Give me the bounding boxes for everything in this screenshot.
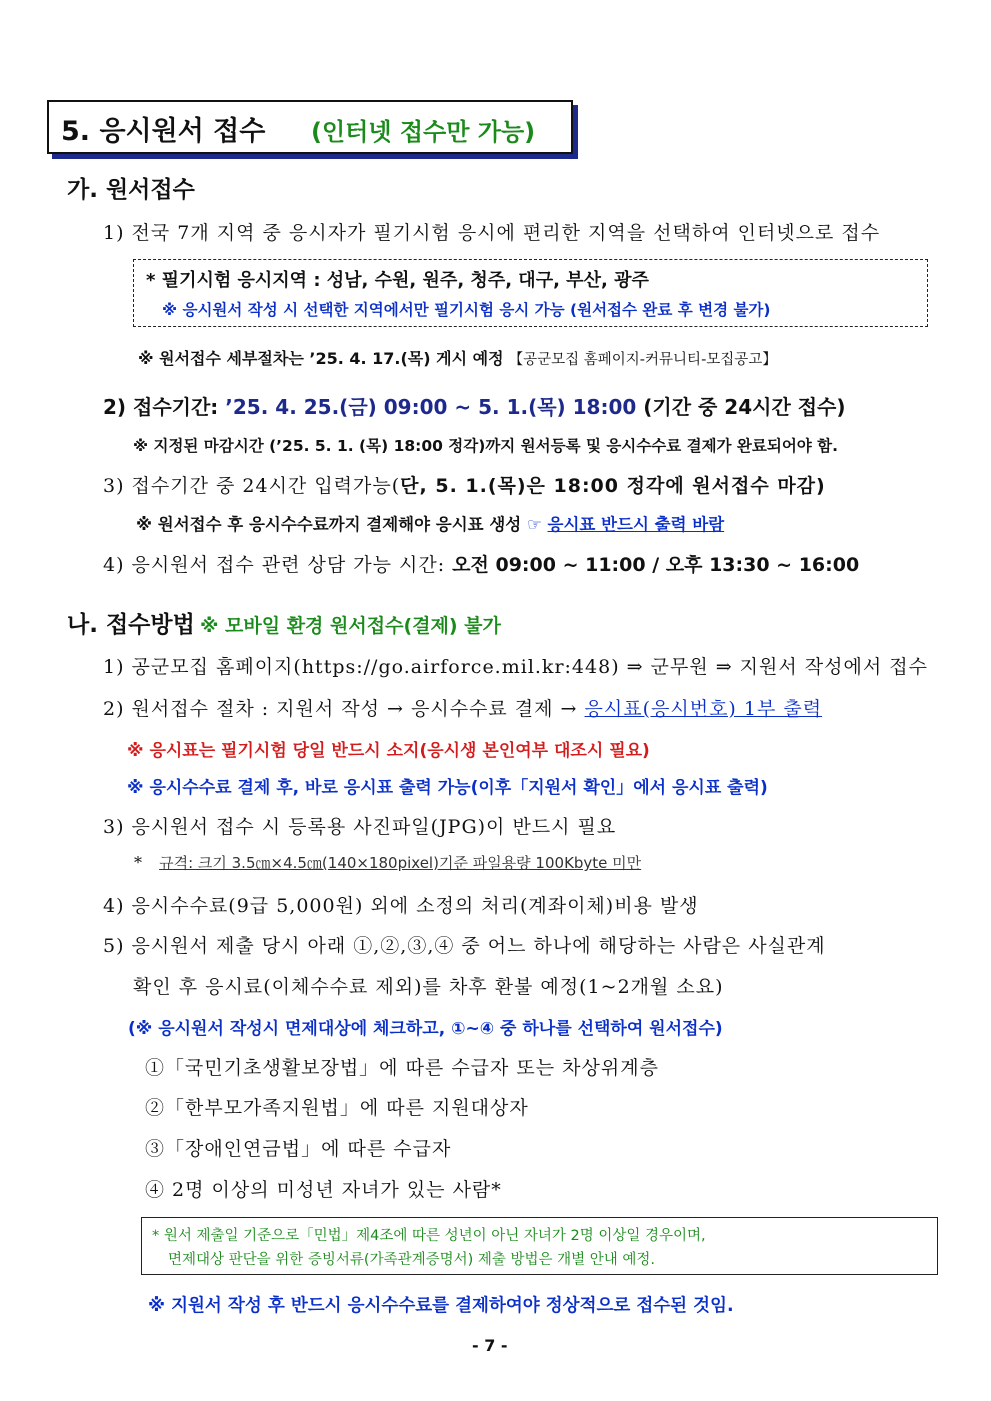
heading-na-title: 나. 접수방법: [67, 612, 195, 638]
na-item-2: [103, 694, 822, 721]
ga-item-3: [103, 471, 826, 498]
ga-detail-note: [138, 346, 777, 369]
print-admission-ticket-link[interactable]: 응시표 반드시 출력 바람: [547, 515, 725, 534]
region-info-box: [133, 259, 928, 327]
ga-item-4-bold: 오전 09:00 ~ 11:00 / 오후 13:30 ~ 16:00: [452, 554, 860, 576]
exemption-footnote-line-1: * 원서 제출일 기준으로「민법」제4조에 따른 성년이 아닌 자녀가 2명 이상일 경우이며,: [152, 1228, 706, 1244]
ga-item-1: 1) 전국 7개 지역 중 응시자가 필기시험 응시에 편리한 지역을 선택하여 인터넷으로 접수: [103, 222, 881, 244]
heading-na-note: ※ 모바일 환경 원서접수(결제) 불가: [199, 615, 501, 637]
exemption-item-4: ④ 2명 이상의 미성년 자녀가 있는 사람*: [145, 1179, 502, 1201]
section-title-note: (인터넷 접수만 가능): [311, 118, 536, 146]
exemption-footnote-box: [141, 1217, 938, 1275]
ga-item-4: [103, 550, 859, 577]
na-item-5-line-1: 5) 응시원서 제출 당시 아래 ①,②,③,④ 중 어느 하나에 해당하는 사람은 사실관계: [103, 935, 826, 957]
region-info-line-2: ※ 응시원서 작성 시 선택한 지역에서만 필기시험 응시 가능 (원서접수 완료 후 변경 불가): [162, 301, 771, 319]
page-number: - 7 -: [472, 1336, 508, 1355]
na-note-red: ※ 응시표는 필기시험 당일 반드시 소지(응시생 본인여부 대조시 필요): [127, 741, 650, 761]
ga-detail-note-sub: 【공군모집 홈페이지-커뮤니티-모집공고】: [508, 352, 777, 368]
final-payment-note: ※ 지원서 작성 후 반드시 응시수수료를 결제하여야 정상적으로 접수된 것임.: [148, 1296, 734, 1316]
na-note-blue: ※ 응시수수료 결제 후, 바로 응시표 출력 가능(이후「지원서 확인」에서 응시표 출력): [127, 778, 768, 798]
ga-item-2: [103, 391, 846, 420]
exemption-item-3: ③「장애인연금법」에 따른 수급자: [145, 1138, 452, 1160]
ga-item-2-suffix: (기간 중 24시간 접수): [643, 395, 846, 419]
na-item-4: 4) 응시수수료(9급 5,000원) 외에 소정의 처리(계좌이체)비용 발생: [103, 895, 699, 917]
region-info-line-1: * 필기시험 응시지역 : 성남, 수원, 원주, 청주, 대구, 부산, 광주: [146, 270, 649, 291]
exemption-footnote-line-2: 면제대상 판단을 위한 증빙서류(가족관계증명서) 제출 방법은 개별 안내 예정.: [168, 1252, 656, 1268]
heading-ga: 가. 원서접수: [67, 177, 195, 203]
admission-ticket-print-link[interactable]: 응시표(응시번호) 1부 출력: [584, 698, 823, 720]
ga-detail-note-main: ※ 원서접수 세부절차는 ’25. 4. 17.(목) 게시 예정: [138, 349, 504, 368]
ga-item-3-bold: 단, 5. 1.(목)은 18:00 정각에 원서접수 마감): [400, 475, 826, 497]
ga-item-3-prefix: 3) 접수기간 중 24시간 입력가능(: [103, 475, 401, 497]
na-item-1: 1) 공군모집 홈페이지(https://go.airforce.mil.kr:448) ⇒ 군무원 ⇒ 지원서 작성에서 접수: [103, 656, 928, 678]
ga-item-3-note: [136, 511, 724, 535]
na-item-2-prefix: 2) 원서접수 절차 : 지원서 작성 → 응시수수료 결제 →: [103, 698, 578, 720]
na-item-3-spec-text: 규격: 크기 3.5㎝×4.5㎝(140×180pixel)기준 파일용량 100Kbyte 미만: [159, 854, 642, 872]
na-item-3-spec-star: *: [134, 853, 142, 872]
na-item-3-spec: [134, 852, 641, 873]
na-item-5-line-2: 확인 후 응시료(이체수수료 제외)를 차후 환불 예정(1~2개월 소요): [133, 976, 724, 998]
exemption-item-2: ②「한부모가족지원법」에 따른 지원대상자: [145, 1097, 529, 1119]
heading-na: [67, 606, 501, 639]
na-item-5-note: (※ 응시원서 작성시 면제대상에 체크하고, ①~④ 중 하나를 선택하여 원서접수): [128, 1019, 723, 1039]
na-item-3: 3) 응시원서 접수 시 등록용 사진파일(JPG)이 반드시 필요: [103, 816, 617, 838]
exemption-item-1: ①「국민기초생활보장법」에 따른 수급자 또는 차상위계층: [145, 1057, 659, 1079]
pointing-hand-icon: ☞: [526, 515, 542, 534]
ga-item-2-prefix: 2) 접수기간:: [103, 395, 219, 419]
ga-item-2-period: ’25. 4. 25.(금) 09:00 ~ 5. 1.(목) 18:00: [225, 395, 637, 419]
section-title: 5. 응시원서 접수: [61, 116, 266, 147]
ga-item-2-note: ※ 지정된 마감시간 (’25. 5. 1. (목) 18:00 정각)까지 원서등록 및 응시수수료 결제가 완료되어야 함.: [133, 437, 839, 455]
ga-item-4-prefix: 4) 응시원서 접수 관련 상담 가능 시간:: [103, 554, 446, 576]
ga-item-3-note-main: ※ 원서접수 후 응시수수료까지 결제해야 응시표 생성: [136, 515, 522, 534]
section-title-box: [47, 100, 573, 154]
